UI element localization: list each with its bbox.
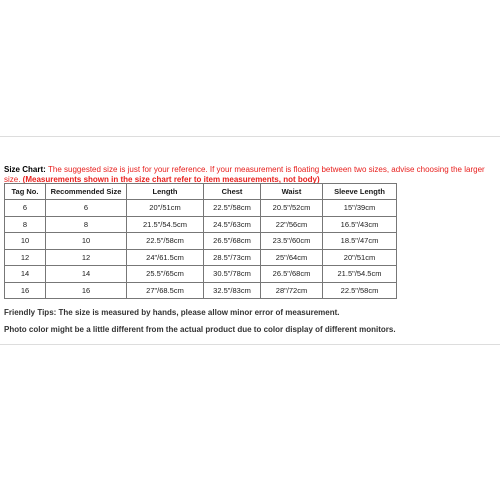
table-row <box>5 249 397 266</box>
table-row <box>5 266 397 283</box>
photo-color-note: Photo color might be a little different from the actual product due to color display of different monitors. <box>4 325 396 334</box>
top-divider <box>0 136 500 137</box>
size-chart-label-sep: : <box>43 165 49 174</box>
cell-length: 24"/61.5cm <box>127 249 204 266</box>
header-tag-no: Tag No. <box>5 184 46 200</box>
cell-sleeve-length: 15"/39cm <box>323 200 397 217</box>
cell-sleeve-length: 22.5"/58cm <box>323 282 397 299</box>
size-chart-note: (Measurements shown in the size chart refer to item measurements, not body) <box>22 175 320 184</box>
bottom-divider <box>0 344 500 345</box>
cell-waist: 23.5"/60cm <box>261 233 323 250</box>
cell-length: 27"/68.5cm <box>127 282 204 299</box>
cell-tag-no: 6 <box>5 200 46 217</box>
cell-recommended-size: 6 <box>46 200 127 217</box>
cell-chest: 28.5"/73cm <box>204 249 261 266</box>
friendly-tips: Friendly Tips: The size is measured by hands, please allow minor error of measurement. <box>4 308 340 317</box>
table-row <box>5 282 397 299</box>
cell-tag-no: 8 <box>5 216 46 233</box>
cell-chest: 32.5"/83cm <box>204 282 261 299</box>
table-row <box>5 233 397 250</box>
cell-chest: 24.5"/63cm <box>204 216 261 233</box>
size-chart-advice: The suggested size is just for your reference. If your measurement is floating between two sizes, advise choosing the larger size. <box>4 165 485 184</box>
cell-tag-no: 14 <box>5 266 46 283</box>
cell-waist: 20.5"/52cm <box>261 200 323 217</box>
cell-waist: 22"/56cm <box>261 216 323 233</box>
cell-recommended-size: 12 <box>46 249 127 266</box>
header-length: Length <box>127 184 204 200</box>
cell-recommended-size: 8 <box>46 216 127 233</box>
cell-waist: 26.5"/68cm <box>261 266 323 283</box>
cell-sleeve-length: 21.5"/54.5cm <box>323 266 397 283</box>
cell-tag-no: 16 <box>5 282 46 299</box>
table-row <box>5 216 397 233</box>
cell-sleeve-length: 16.5"/43cm <box>323 216 397 233</box>
cell-chest: 22.5"/58cm <box>204 200 261 217</box>
cell-recommended-size: 10 <box>46 233 127 250</box>
cell-tag-no: 12 <box>5 249 46 266</box>
header-recommended-size: Recommended Size <box>46 184 127 200</box>
cell-waist: 25"/64cm <box>261 249 323 266</box>
header-sleeve-length: Sleeve Length <box>323 184 397 200</box>
header-waist: Waist <box>261 184 323 200</box>
cell-recommended-size: 14 <box>46 266 127 283</box>
table-header-row <box>5 184 397 200</box>
cell-tag-no: 10 <box>5 233 46 250</box>
cell-sleeve-length: 20"/51cm <box>323 249 397 266</box>
size-table <box>4 183 397 299</box>
header-chest: Chest <box>204 184 261 200</box>
table-row <box>5 200 397 217</box>
cell-length: 21.5"/54.5cm <box>127 216 204 233</box>
cell-waist: 28"/72cm <box>261 282 323 299</box>
cell-length: 20"/51cm <box>127 200 204 217</box>
cell-recommended-size: 16 <box>46 282 127 299</box>
cell-length: 25.5"/65cm <box>127 266 204 283</box>
cell-chest: 30.5"/78cm <box>204 266 261 283</box>
cell-sleeve-length: 18.5"/47cm <box>323 233 397 250</box>
cell-chest: 26.5"/68cm <box>204 233 261 250</box>
size-chart-intro <box>4 165 496 185</box>
size-chart-label: Size Chart <box>4 165 44 174</box>
cell-length: 22.5"/58cm <box>127 233 204 250</box>
